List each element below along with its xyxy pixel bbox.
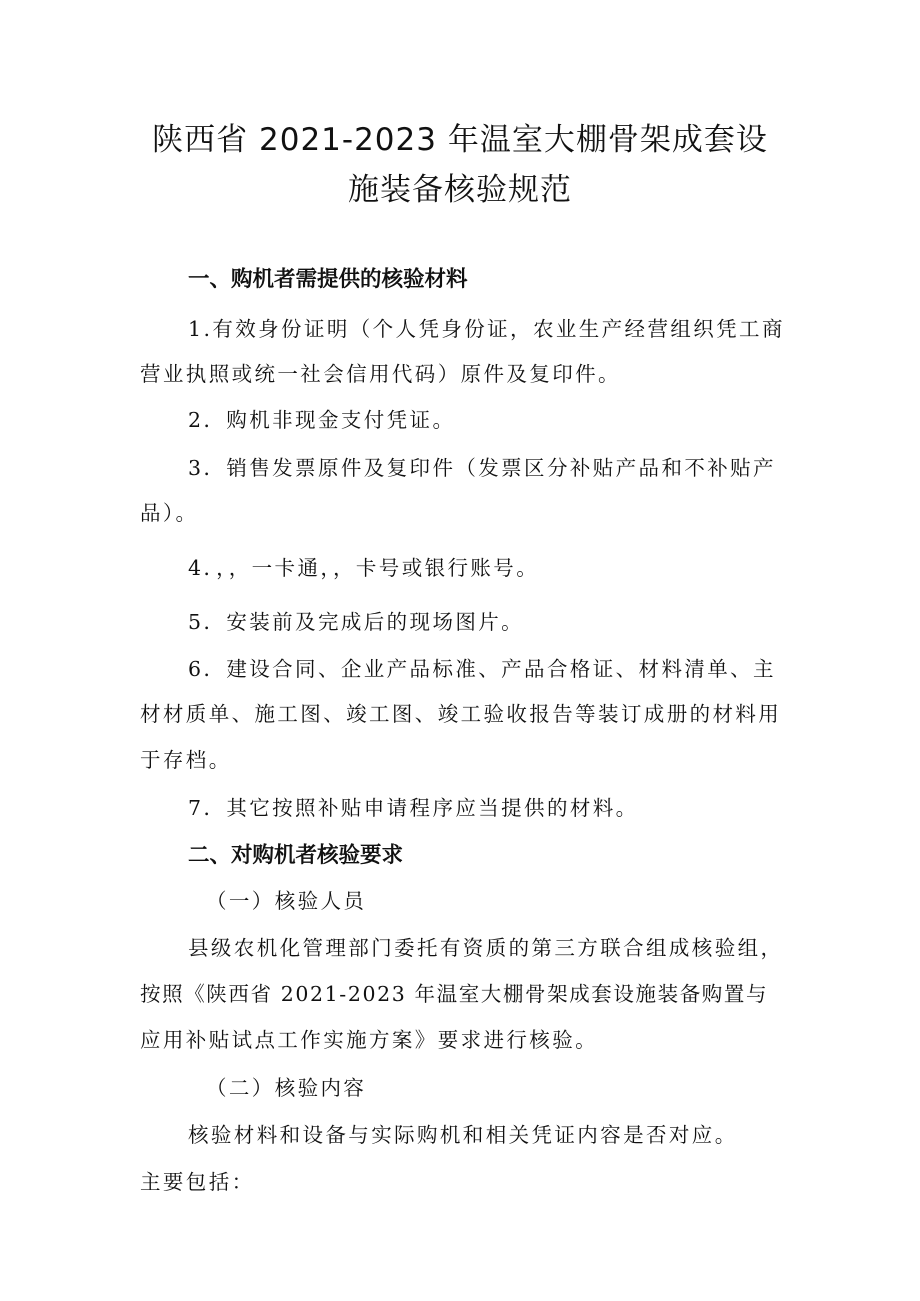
item-2: 2．购机非现金支付凭证。 xyxy=(188,408,456,432)
item-4: 4．，，一卡通，，卡号或银行账号。 xyxy=(188,556,540,580)
document-title-line-2: 施装备核验规范 xyxy=(348,172,572,208)
section-2-heading: 二、对购机者核验要求 xyxy=(188,843,404,868)
item-6-line-1: 6．建设合同、企业产品标准、产品合格证、材料清单、主 xyxy=(188,657,776,681)
section-1-heading: 一、购机者需提供的核验材料 xyxy=(188,267,468,292)
item-5: 5．安装前及完成后的现场图片。 xyxy=(188,610,525,634)
subsection-2-line-2: 主要包括： xyxy=(140,1170,255,1194)
item-1-line-1: 1.有效身份证明（个人凭身份证，农业生产经营组织凭工商 xyxy=(188,317,785,341)
item-6-line-3: 于存档。 xyxy=(140,748,232,772)
item-1-line-2: 营业执照或统一社会信用代码）原件及复印件。 xyxy=(140,362,621,386)
item-7: 7．其它按照补贴申请程序应当提供的材料。 xyxy=(188,796,639,820)
subsection-2-heading: （二）核验内容 xyxy=(206,1076,367,1100)
subsection-1-line-2: 按照《陕西省 2021-2023 年温室大棚骨架成套设施装备购置与 xyxy=(140,982,769,1006)
item-6-line-2: 材材质单、施工图、竣工图、竣工验收报告等装订成册的材料用 xyxy=(140,702,782,726)
subsection-1-line-1: 县级农机化管理部门委托有资质的第三方联合组成核验组， xyxy=(188,936,784,960)
document-title-line-1: 陕西省 2021-2023 年温室大棚骨架成套设 xyxy=(152,122,768,158)
item-3-line-1: 3．销售发票原件及复印件（发票区分补贴产品和不补贴产 xyxy=(188,456,776,480)
subsection-1-line-3: 应用补贴试点工作实施方案》要求进行核验。 xyxy=(140,1028,598,1052)
item-3-line-2: 品）。 xyxy=(140,501,199,525)
subsection-2-line-1: 核验材料和设备与实际购机和相关凭证内容是否对应。 xyxy=(188,1123,738,1147)
subsection-1-heading: （一）核验人员 xyxy=(206,889,367,913)
